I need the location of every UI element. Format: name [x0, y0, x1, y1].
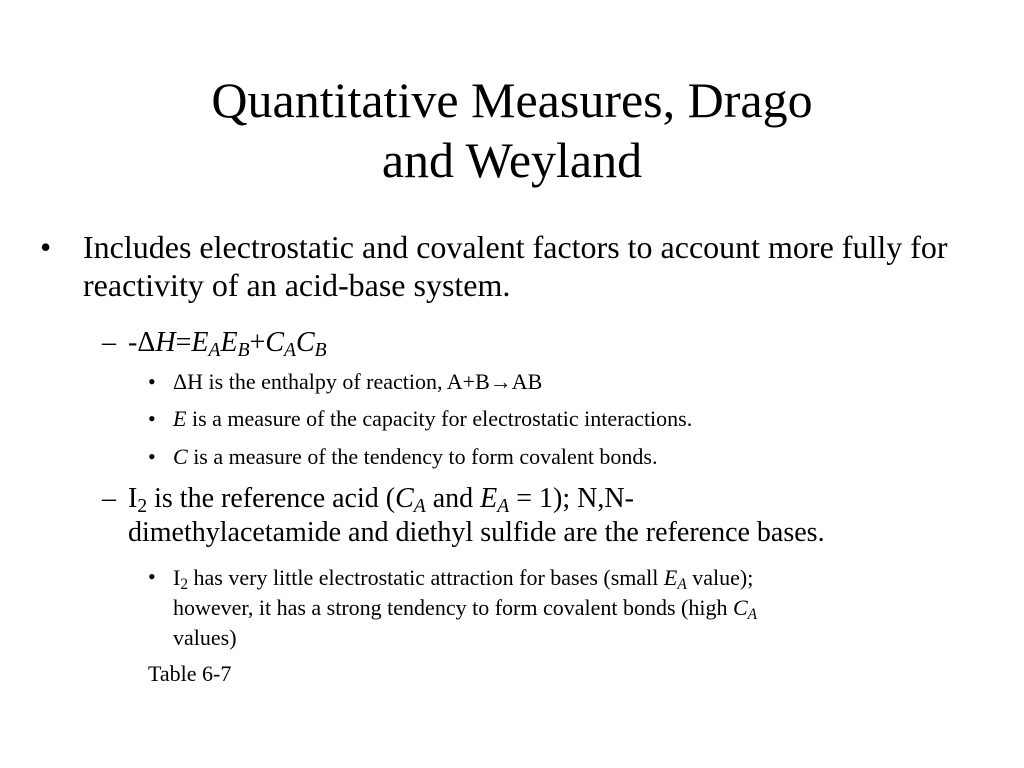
eq-delta: Δ	[137, 327, 156, 358]
eq-cb: C	[295, 327, 315, 358]
bullet-marker: •	[148, 444, 156, 469]
bullet-marker: •	[148, 406, 156, 431]
eq-h: H	[155, 327, 176, 358]
eq-cb-sub: B	[314, 339, 327, 361]
bullet-main-text: Includes electrostatic and covalent factors to account more fully for reactivity of an acid-base system.	[83, 229, 948, 303]
slide-title-line1: Quantitative Measures, Drago	[211, 72, 813, 128]
dash-marker: –	[102, 483, 116, 514]
equation-text	[128, 326, 327, 360]
reference-text: $I_2$ is the reference acid ($C_A$ and $E_A = 1$); N,N- dimethylacetamide and diethyl sulfide are the reference bases.	[128, 483, 825, 548]
dash-marker: –	[102, 327, 116, 358]
c-var: C	[173, 444, 188, 469]
i2-detail-text: $I_2$ has very little electrostatic attraction for bases (small $E_A$ value); however, it has a strong tendency to form covalent bonds (high $C_A$ values)	[173, 565, 758, 650]
eq-ea: E	[191, 327, 209, 358]
eq-ca: C	[265, 327, 285, 358]
eq-ea-sub: A	[208, 339, 221, 361]
eq-prefix: -	[128, 327, 138, 358]
bullet-marker: •	[40, 229, 52, 265]
table-reference	[148, 660, 448, 688]
slide-title-line2: and Weyland	[381, 132, 643, 188]
bullet-marker: •	[148, 369, 156, 394]
e-var: E	[173, 406, 187, 431]
eq-plus: +	[249, 327, 266, 358]
enthalpy-text: ΔH is the enthalpy of reaction, A+B→AB	[173, 369, 543, 394]
e-measure-text: E is a measure of the capacity for electrostatic interactions.	[173, 406, 693, 431]
table-reference-text: Table 6-7	[148, 661, 232, 686]
eq-eb-sub: B	[237, 339, 250, 361]
bullet-marker: •	[148, 564, 156, 589]
eq-equals: =	[175, 327, 192, 358]
c-measure-text: C is a measure of the tendency to form covalent bonds.	[173, 444, 658, 469]
eq-ca-sub: A	[284, 339, 296, 361]
eq-eb: E	[220, 327, 238, 358]
slide-title	[0, 70, 1024, 190]
